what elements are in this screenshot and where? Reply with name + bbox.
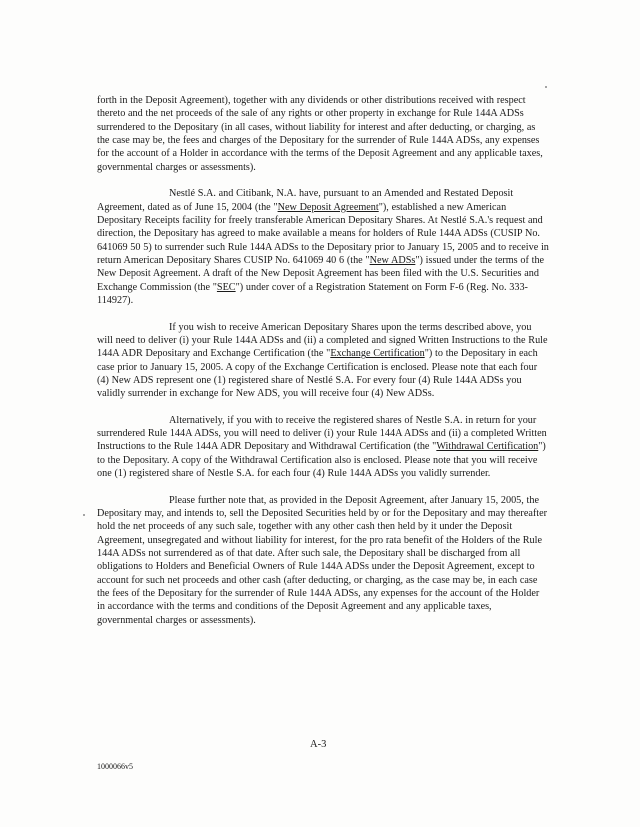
paragraph-text: ") to the Depositary. A copy of the Withdrawal Certification also is enclosed. Please note that you will receive one (1) registered share of Nestle S.A. for each four (4) Rule 144A ADSs you validly surrender. — [97, 441, 546, 480]
paragraph-text: Please further note that, as provided in the Deposit Agreement, after January 15, 2005, the Depositary may, and intends to, sell the Deposited Securities held by or for the Depositary and may thereafter hold the net proceeds of any such sale, together with any other cash then held by it under the Deposit Agreement, unsegregated and without liability for interest, for the pro rata benefit of the Holders of the Rule 144A ADSs not surrendered as of that date. After such sale, the Depositary shall be discharged from all obligations to Holders and Beneficial Owners of Rule 144A ADSs under the Deposit Agreement, except to account for such net proceeds and other cash (after deducting, or charging, as the case may be, in each case the fees of the Depositary for the surrender of Rule 144A ADSs, any expenses for the account of the Holder in accordance with the terms and conditions of the Deposit Agreement and any applicable taxes, governmental charges or assessments). — [97, 494, 548, 626]
paragraph-3 — [97, 321, 549, 401]
defined-term: New Deposit Agreement — [277, 201, 379, 213]
paragraph-5 — [97, 494, 549, 627]
paragraph-1 — [97, 94, 549, 174]
document-body — [97, 94, 549, 640]
paragraph-text: ") issued under the terms of the New Deposit Agreement. A draft of the New Deposit Agreement has been filed with the U.S. Securities and Exchange Commission (the " — [97, 254, 545, 293]
paragraph-4 — [97, 414, 549, 481]
document-id: 1000066v5 — [97, 762, 133, 771]
page-number: A-3 — [310, 739, 327, 750]
paragraph-text: "), established a new American Depositary Receipts facility for freely transferable American Depositary Shares. At Nestlé S.A.'s request and direction, the Depositary has agreed to make available a means for holders of Rule 144A ADSs (CUSIP No. 641069 50 5) to surrender such Rule 144A ADSs to the Depositary prior to January 15, 2005 and to receive in return American Depositary Shares CUSIP No. 641069 40 6 (the " — [97, 201, 549, 266]
defined-term: Exchange Certification — [330, 348, 425, 360]
scan-speck — [545, 86, 547, 88]
paragraph-text: Nestlé S.A. and Citibank, N.A. have, pursuant to an Amended and Restated Deposit Agreement, dated as of June 15, 2004 (the " — [97, 188, 514, 213]
paragraph-text: Alternatively, if you with to receive the registered shares of Nestle S.A. in return for your surrendered Rule 144A ADSs, you will need to deliver (i) your Rule 144A ADSs and (ii) a completed Written Instructions to the Rule 144A ADR Depositary and Withdrawal Certification (the " — [97, 414, 547, 453]
paragraph-text: ") to the Depositary in each case prior to January 15, 2005. A copy of the Exchange Certification is enclosed. Please note that each four (4) New ADS represent one (1) registered share of Nestlé S.A. For every four (4) Rule 144A ADSs you validly surrender in exchange for New ADS, you will receive four (4) New ADSs. — [97, 348, 538, 400]
scan-speck — [83, 514, 85, 516]
paragraph-text: forth in the Deposit Agreement), together with any dividends or other distributions received with respect thereto and the net proceeds of the sale of any rights or other property in exchange for Rule 144A ADSs surrendered to the Depositary (in all cases, without liability for interest and after deducting, or charging, as the case may be, the fees and charges of the Depositary for the surrender of Rule 144A ADSs, any expenses for the account of a Holder in accordance with the terms of the Deposit Agreement and any applicable taxes, governmental charges or assessments). — [97, 95, 543, 173]
paragraph-text: If you wish to receive American Depositary Shares upon the terms described above, you will need to deliver (i) your Rule 144A ADSs and (ii) a completed and signed Written Instructions to the Rule 144A ADR Depositary and Exchange Certification (the " — [97, 321, 548, 360]
defined-term: SEC — [216, 281, 236, 293]
paragraph-text: ") under cover of a Registration Statement on Form F-6 (Reg. No. 333-114927). — [97, 281, 528, 306]
defined-term: New ADSs — [369, 254, 416, 266]
paragraph-2 — [97, 187, 549, 307]
defined-term: Withdrawal Certification — [436, 441, 539, 453]
